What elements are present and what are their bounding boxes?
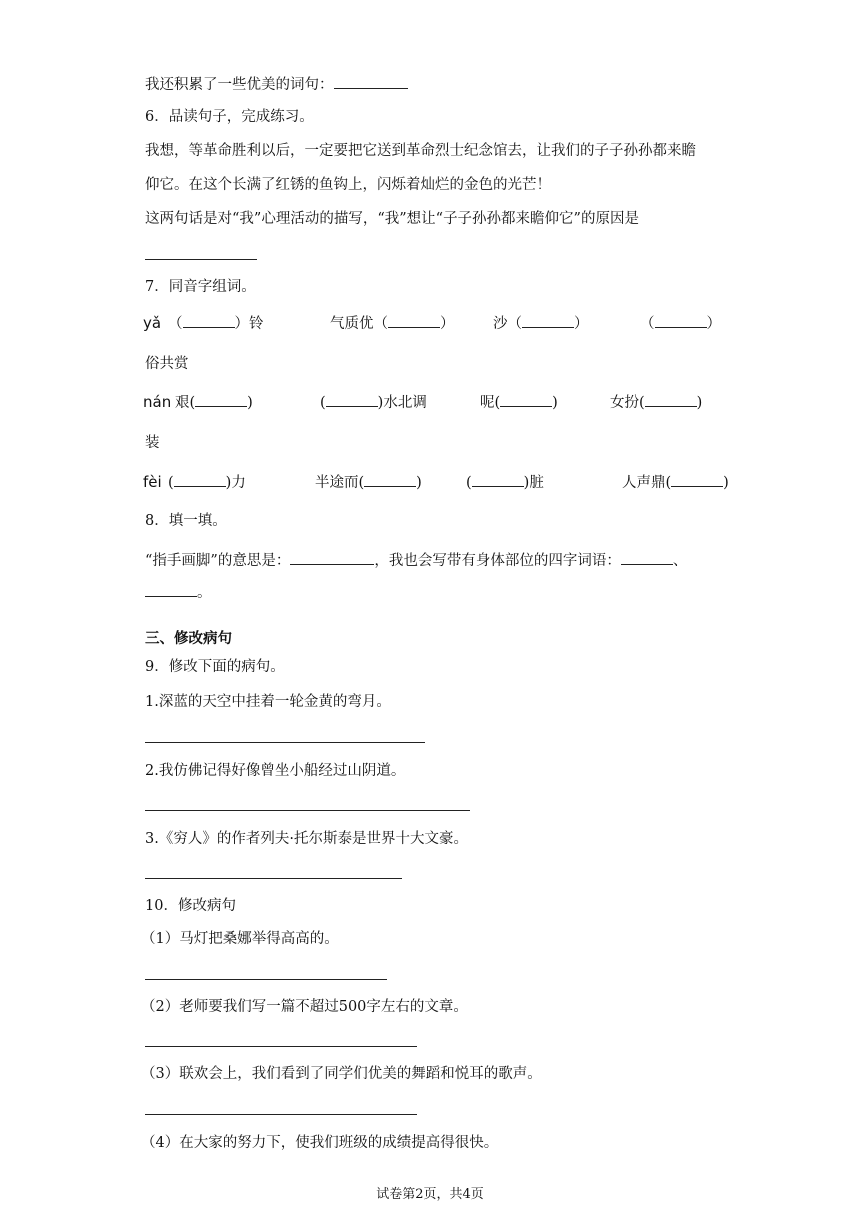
q8-meaning-blank[interactable] — [290, 550, 374, 565]
q8-line-2 — [145, 582, 212, 603]
q7-word-item: ( )水北调 — [320, 392, 427, 413]
q9-answer-line-1[interactable] — [145, 742, 425, 743]
q9-item-3: 3.《穷人》的作者列夫·托尔斯泰是世界十大文豪。 — [145, 831, 468, 847]
q7-answer-blank[interactable] — [326, 392, 378, 407]
q7-answer-blank[interactable] — [522, 313, 574, 328]
q8-idiom-blank-1[interactable] — [621, 550, 673, 565]
q7-answer-blank[interactable] — [174, 472, 226, 487]
q9-item-1: 1.深蓝的天空中挂着一轮金黄的弯月。 — [145, 694, 391, 710]
q7-answer-blank[interactable] — [388, 313, 440, 328]
q7-row-continuation: 装 — [145, 435, 160, 451]
q7-word-item: 艰( ) — [175, 392, 253, 413]
q7-word-item: 女扮( ) — [610, 392, 702, 413]
q5-prompt: 我还积累了一些优美的词句： — [145, 77, 334, 93]
q9-title: 9．修改下面的病句。 — [145, 659, 285, 675]
q10-answer-line-2[interactable] — [145, 1046, 417, 1047]
q7-pinyin: fèi — [143, 473, 162, 491]
q7-word-item: 沙（ ） — [493, 313, 589, 334]
q8-text-b: ，我也会写带有身体部位的四字词语： — [374, 553, 621, 569]
q6-question: 这两句话是对“我”心理活动的描写，“我”想让“子子孙孙都来瞻仰它”的原因是 — [145, 211, 639, 227]
q8-end: 。 — [197, 585, 212, 601]
q9-answer-line-3[interactable] — [145, 878, 402, 879]
q7-row-continuation: 俗共赏 — [145, 356, 189, 372]
q7-word-item: 气质优（ ） — [330, 313, 455, 334]
q10-item-2: （2）老师要我们写一篇不超过500字左右的文章。 — [141, 999, 468, 1015]
q10-item-1: （1）马灯把桑娜举得高高的。 — [141, 931, 339, 947]
q10-item-4: （4）在大家的努力下，使我们班级的成绩提高得很快。 — [141, 1135, 499, 1151]
q8-idiom-blank-2[interactable] — [145, 582, 197, 597]
q10-item-3: （3）联欢会上，我们看到了同学们优美的舞蹈和悦耳的歌声。 — [141, 1066, 542, 1082]
section-3-heading: 三、修改病句 — [145, 631, 232, 647]
q8-separator: 、 — [672, 553, 688, 569]
q7-word-item: 呢( ) — [480, 392, 558, 413]
q7-pinyin: nán — [143, 393, 172, 411]
q6-answer-line[interactable] — [145, 259, 257, 260]
q7-answer-blank[interactable] — [645, 392, 697, 407]
q7-answer-blank[interactable] — [472, 472, 524, 487]
q5-continuation — [145, 74, 408, 95]
q7-word-item: （ ） — [640, 313, 721, 334]
q7-word-item: ( )脏 — [466, 472, 544, 493]
q7-answer-blank[interactable] — [500, 392, 552, 407]
q7-title: 7．同音字组词。 — [145, 279, 256, 295]
q10-title: 10．修改病句 — [145, 898, 236, 914]
q7-word-item: （ ）铃 — [168, 313, 264, 334]
q7-answer-blank[interactable] — [364, 472, 416, 487]
q6-title: 6．品读句子，完成练习。 — [145, 109, 314, 125]
q8-line — [145, 550, 687, 571]
q7-word-item: 半途而( ) — [315, 472, 422, 493]
q7-answer-blank[interactable] — [655, 313, 707, 328]
q10-answer-line-1[interactable] — [145, 979, 387, 980]
q9-answer-line-2[interactable] — [145, 810, 470, 811]
q6-passage-line-1: 我想，等革命胜利以后，一定要把它送到革命烈士纪念馆去，让我们的子子孙孙都来瞻 — [145, 143, 696, 159]
q7-answer-blank[interactable] — [183, 313, 235, 328]
q10-answer-line-3[interactable] — [145, 1114, 417, 1115]
q8-title: 8．填一填。 — [145, 513, 227, 529]
q7-pinyin: yǎ — [143, 314, 162, 332]
page-footer: 试卷第2页，共4页 — [376, 1187, 484, 1202]
q7-answer-blank[interactable] — [671, 472, 723, 487]
q7-word-item: ( )力 — [168, 472, 246, 493]
q6-passage-line-2: 仰它。在这个长满了红锈的鱼钩上，闪烁着灿烂的金色的光芒！ — [145, 177, 551, 193]
q9-item-2: 2.我仿佛记得好像曾坐小船经过山阴道。 — [145, 763, 406, 779]
q7-answer-blank[interactable] — [195, 392, 247, 407]
q8-text-a: “指手画脚”的意思是： — [145, 553, 291, 569]
q7-word-item: 人声鼎( ) — [622, 472, 729, 493]
q5-answer-blank[interactable] — [334, 74, 408, 89]
